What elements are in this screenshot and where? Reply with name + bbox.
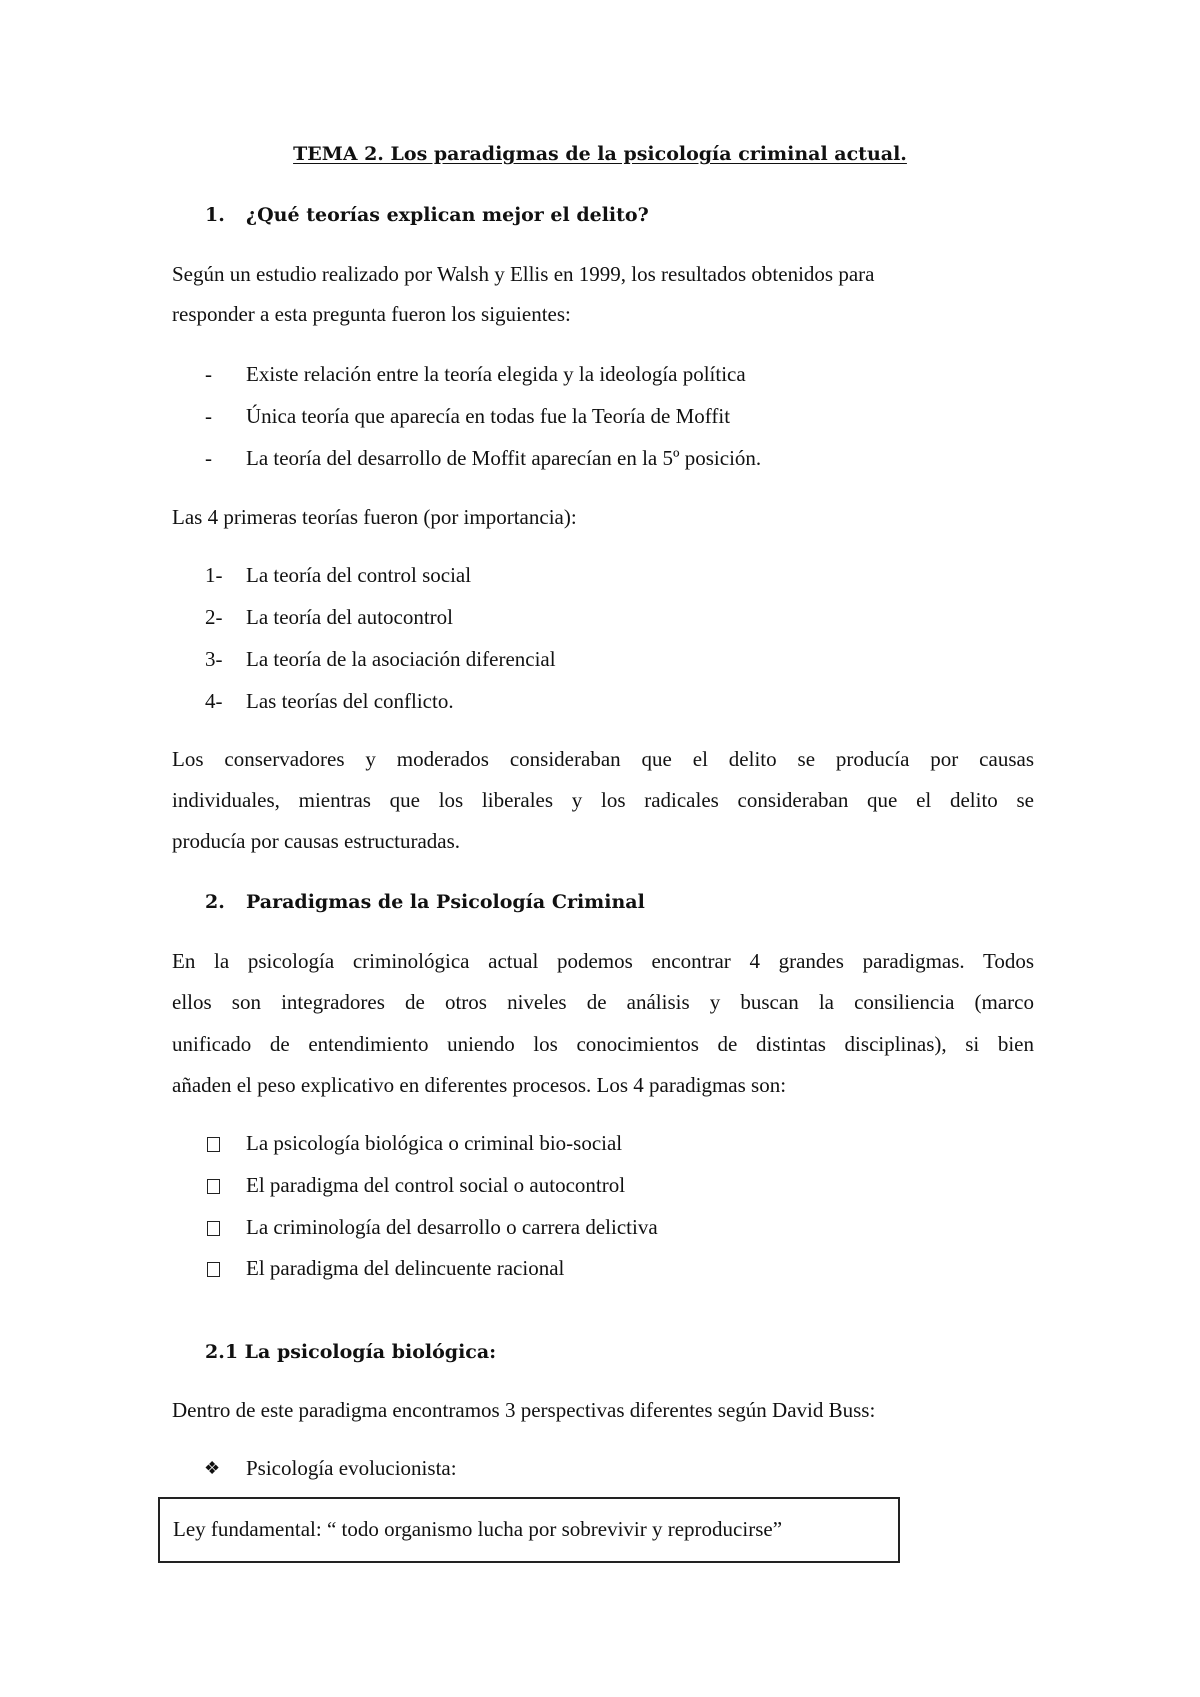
- paradigm-item: El paradigma del control social o autocontrol: [246, 1173, 626, 1197]
- square-bullet-icon: [207, 1137, 220, 1152]
- paradigm-item: La psicología biológica o criminal bio-social: [246, 1131, 623, 1155]
- ranking-item: La teoría del autocontrol: [246, 605, 453, 629]
- section-2-number: 2.: [205, 891, 225, 913]
- square-bullet-icon: [207, 1262, 220, 1277]
- section-1-heading: ¿Qué teorías explican mejor el delito?: [246, 204, 649, 226]
- section-1-intro-line-1: Según un estudio realizado por Walsh y Ellis en 1999, los resultados obtenidos para: [172, 262, 875, 286]
- bullet-item: Única teoría que aparecía en todas fue la Teoría de Moffit: [246, 404, 731, 428]
- square-bullet-icon: [207, 1179, 220, 1194]
- ranking-item: Las teorías del conflicto.: [246, 689, 454, 713]
- section-1-number: 1.: [205, 204, 225, 226]
- section-2-heading: Paradigmas de la Psicología Criminal: [246, 891, 645, 913]
- section-2-intro-line-4: añaden el peso explicativo en diferentes procesos. Los 4 paradigmas son:: [172, 1073, 787, 1097]
- ranking-item: La teoría del control social: [246, 563, 472, 587]
- definition-box: [158, 1497, 900, 1563]
- bullet-item: Existe relación entre la teoría elegida y la ideología política: [246, 362, 746, 386]
- section-2-intro-line-3: unificado de entendimiento uniendo los conocimientos de distintas disciplinas), si bien: [172, 1032, 1034, 1056]
- ranking-intro: Las 4 primeras teorías fueron (por importancia):: [172, 505, 577, 529]
- ranking-number: 2-: [205, 605, 223, 629]
- ranking-number: 3-: [205, 647, 223, 671]
- bullet-marker: -: [205, 446, 212, 470]
- diamond-bullet-icon: ❖: [204, 1458, 221, 1478]
- section-2-1-heading: 2.1 La psicología biológica:: [205, 1341, 497, 1363]
- section-2-intro-line-2: ellos son integradores de otros niveles de análisis y buscan la consiliencia (marco: [172, 990, 1034, 1014]
- conclusion-line-1: Los conservadores y moderados consideraban que el delito se producía por causas: [172, 747, 1034, 771]
- section-2-intro-line-1: En la psicología criminológica actual podemos encontrar 4 grandes paradigmas. Todos: [172, 949, 1034, 973]
- bullet-item: La teoría del desarrollo de Moffit aparecían en la 5º posición.: [246, 446, 762, 470]
- definition-text: Ley fundamental: “ todo organismo lucha por sobrevivir y reproducirse”: [173, 1517, 783, 1541]
- bullet-marker: -: [205, 404, 212, 428]
- perspective-item: Psicología evolucionista:: [246, 1456, 457, 1480]
- section-1-intro-line-2: responder a esta pregunta fueron los siguientes:: [172, 302, 571, 326]
- square-bullet-icon: [207, 1221, 220, 1236]
- document-title: TEMA 2. Los paradigmas de la psicología criminal actual.: [293, 143, 907, 165]
- paradigm-item: La criminología del desarrollo o carrera delictiva: [246, 1215, 658, 1239]
- conclusion-line-2: individuales, mientras que los liberales y los radicales consideraban que el delito se: [172, 788, 1034, 812]
- ranking-item: La teoría de la asociación diferencial: [246, 647, 556, 671]
- section-2-1-intro: Dentro de este paradigma encontramos 3 perspectivas diferentes según David Buss:: [172, 1398, 876, 1422]
- paradigm-item: El paradigma del delincuente racional: [246, 1256, 565, 1280]
- conclusion-line-3: producía por causas estructuradas.: [172, 829, 461, 853]
- bullet-marker: -: [205, 362, 212, 386]
- ranking-number: 4-: [205, 689, 223, 713]
- ranking-number: 1-: [205, 563, 223, 587]
